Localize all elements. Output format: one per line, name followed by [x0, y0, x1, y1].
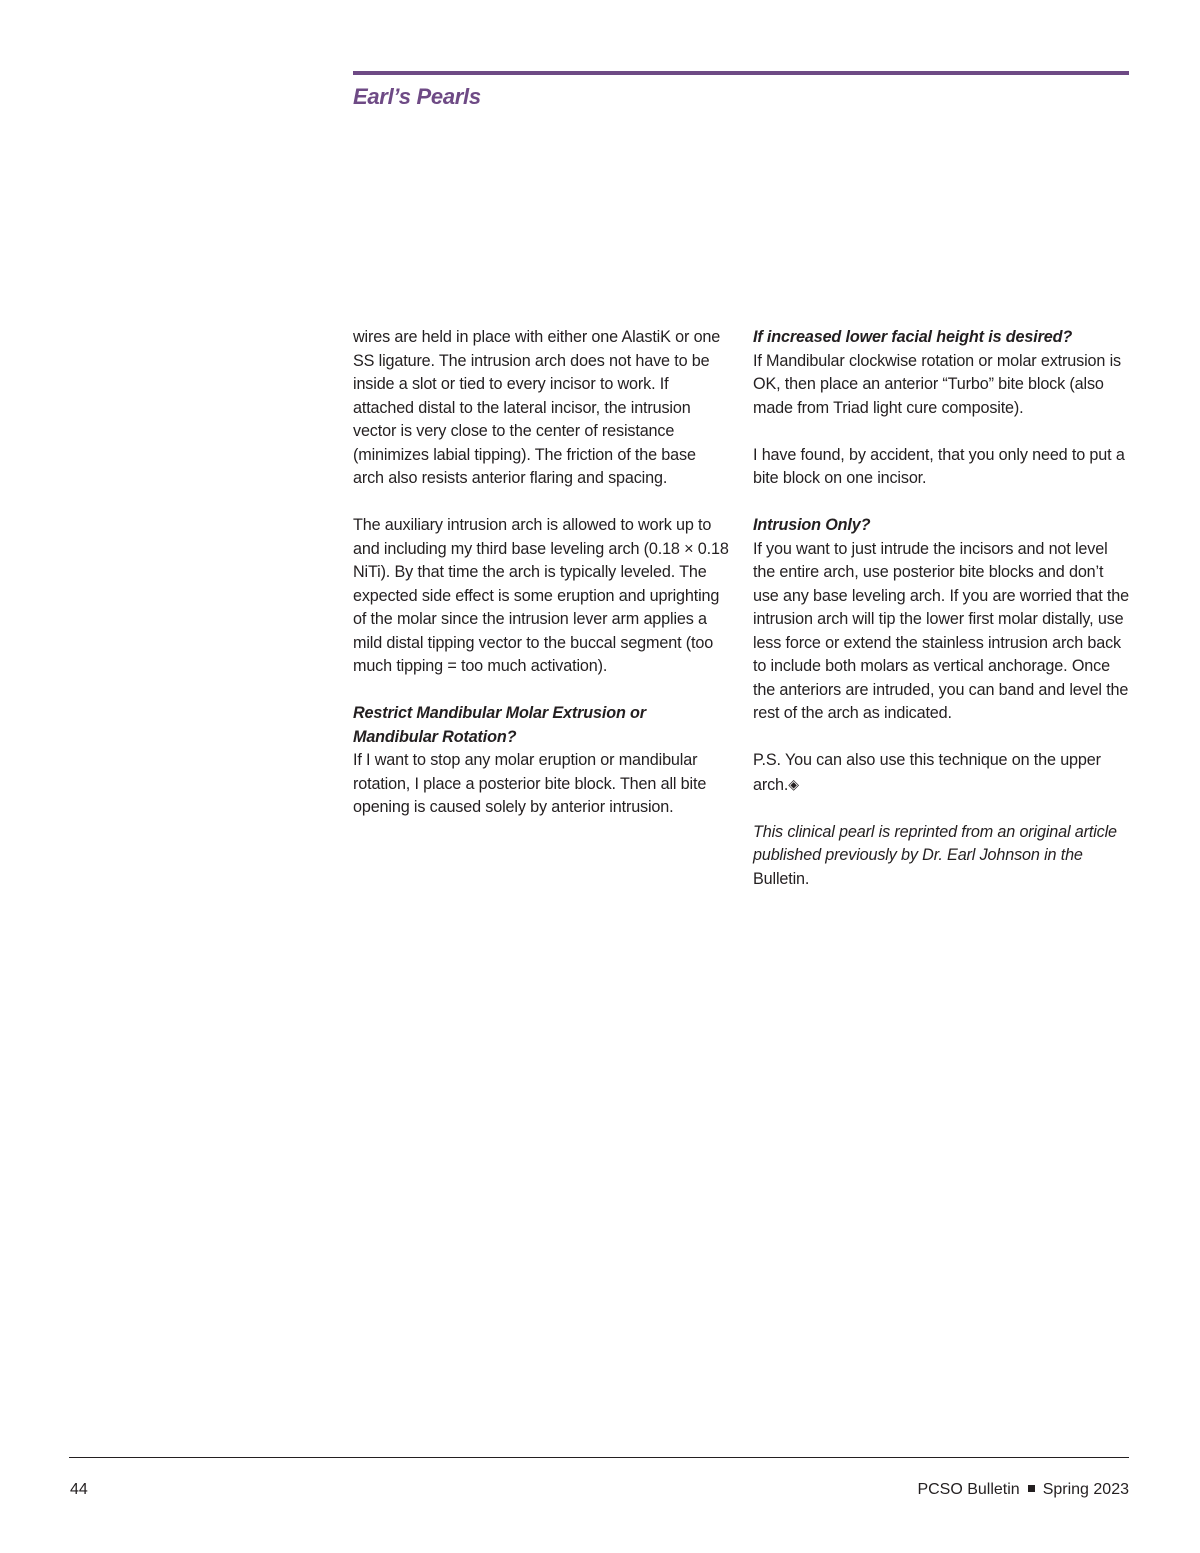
reprint-note-italic: This clinical pearl is reprinted from an original article published previously by Dr. Earl Johnson in the: [753, 822, 1117, 864]
subheading-text: Intrusion Only?: [753, 516, 871, 534]
square-separator-icon: [1028, 1485, 1035, 1492]
header-rule: [353, 71, 1129, 75]
right-paragraph-1: If Mandibular clockwise rotation or molar extrusion is OK, then place an anterior “Turbo” bite block (also made from Triad light cure composite).: [753, 351, 1121, 417]
footer-publication-info: [917, 1481, 1129, 1499]
left-paragraph-1: wires are held in place with either one AlastiK or one SS ligature. The intrusion arch does not have to be inside a slot or tied to every incisor to work. If attached distal to the lateral incisor, the intrusion vector is very close to the center of resistance (minimizes labial tipping). The friction of the base arch also resists anterior flaring and spacing.: [353, 328, 721, 487]
right-column: [753, 326, 1129, 915]
right-paragraph-4: [753, 749, 1129, 797]
right-paragraph-2: I have found, by accident, that you only need to put a bite block on one incisor.: [753, 445, 1125, 487]
reprint-note: [753, 821, 1129, 892]
footer-rule: [69, 1457, 1129, 1458]
right-subheading-facial-height: [753, 326, 1129, 350]
end-of-article-icon: ◈: [788, 775, 799, 792]
left-subheading-molar-extrusion: [353, 702, 729, 749]
ps-text: P.S. You can also use this technique on the upper arch.: [753, 751, 1101, 794]
publication-name: PCSO Bulletin: [917, 1481, 1020, 1498]
page-number: 44: [70, 1481, 88, 1498]
issue-date: Spring 2023: [1042, 1481, 1129, 1498]
reprint-note-publication: Bulletin.: [753, 869, 810, 888]
left-column: [353, 326, 729, 843]
right-subheading-intrusion-only: [753, 514, 1129, 538]
left-paragraph-3: If I want to stop any molar eruption or mandibular rotation, I place a posterior bite block. Then all bite opening is caused solely by anterior intrusion.: [353, 751, 707, 816]
left-paragraph-2: The auxiliary intrusion arch is allowed to work up to and including my third base leveling arch (0.18 × 0.18 NiTi). By that time the arch is typically leveled. The expected side effect is some eruption and uprighting of the molar since the intrusion lever arm applies a mild distal tipping vector to the buccal segment (too much tipping = too much activation).: [353, 516, 729, 675]
subheading-text: If increased lower facial height is desired?: [753, 328, 1073, 346]
right-paragraph-3: If you want to just intrude the incisors and not level the entire arch, use posterior bite blocks and don’t use any base leveling arch. If you are worried that the intrusion arch will tip the lower first molar distally, use less force or extend the stainless intrusion arch back to include both molars as vertical anchorage. Once the anteriors are intruded, you can band and level the rest of the arch as indicated.: [753, 539, 1129, 722]
section-title: Earl’s Pearls: [353, 84, 481, 109]
subheading-text: Restrict Mandibular Molar Extrusion or Mandibular Rotation?: [353, 704, 646, 746]
